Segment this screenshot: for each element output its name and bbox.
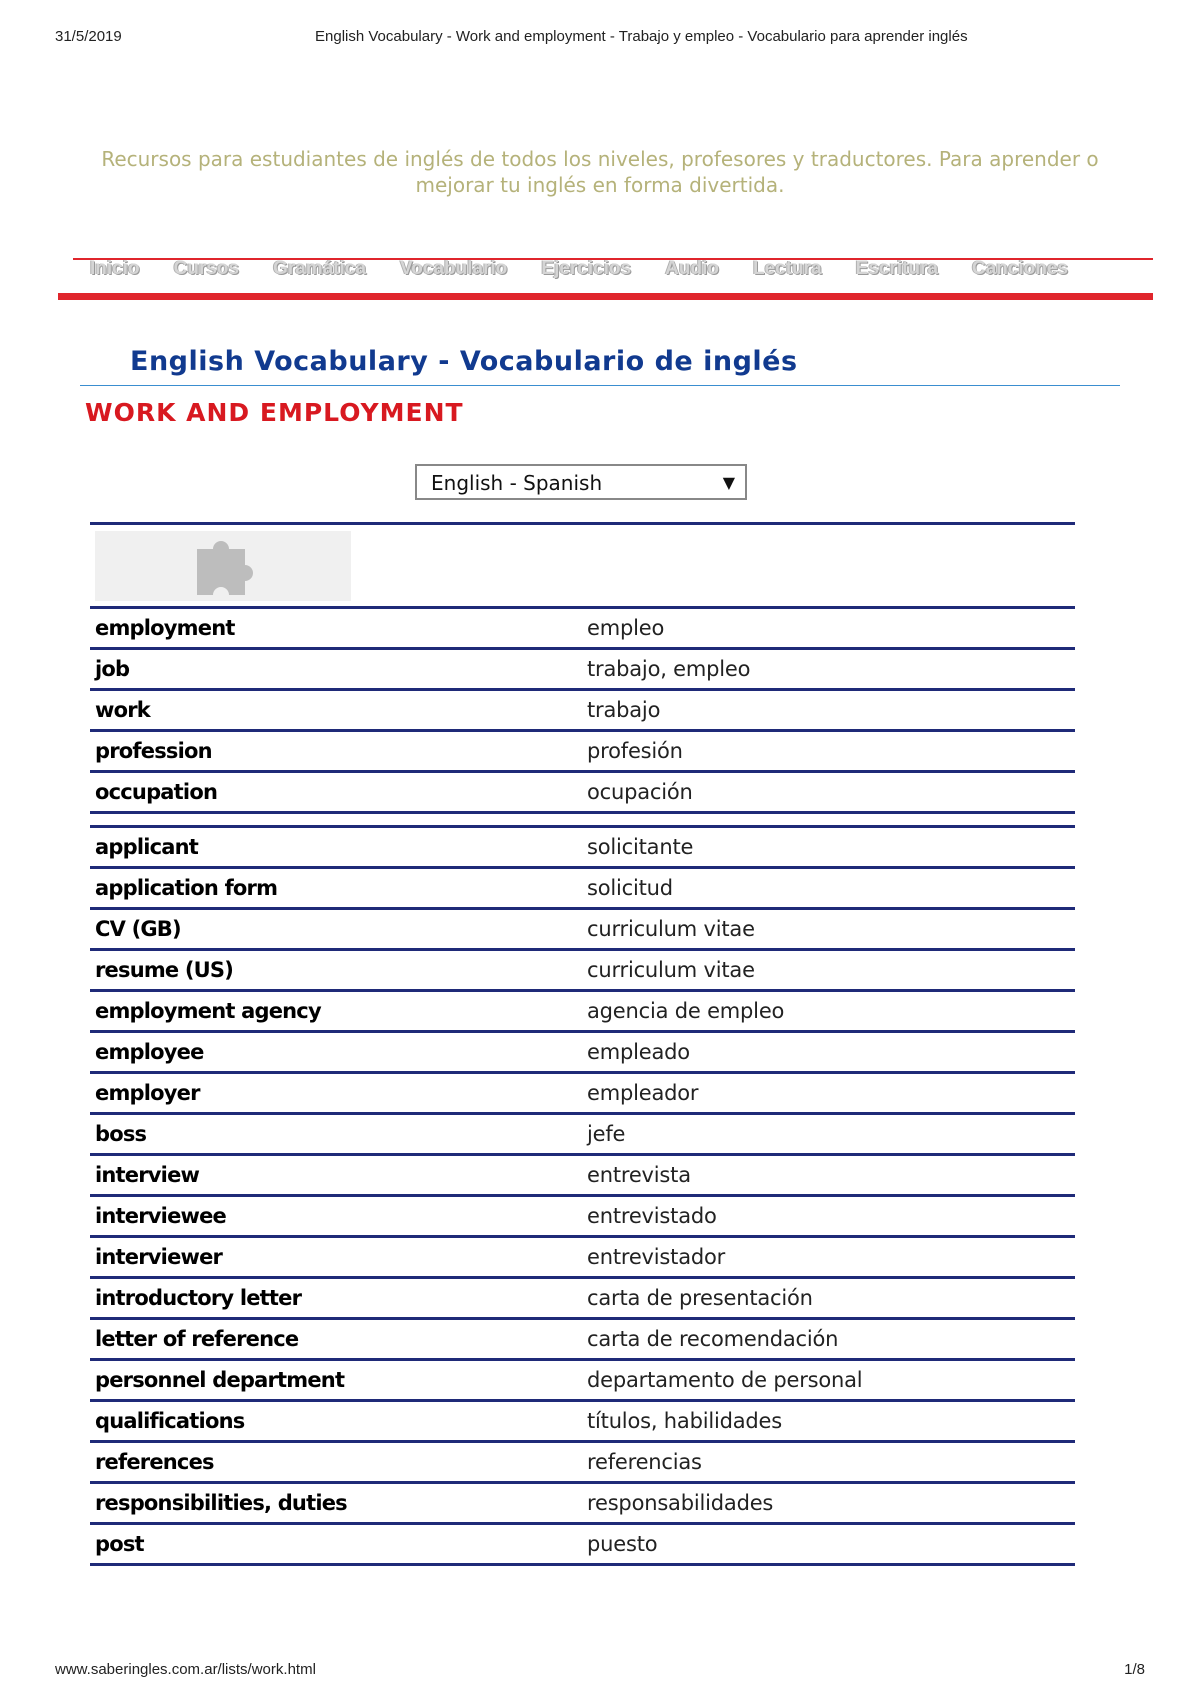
english-term: resume (US) [90,950,582,991]
vocab-row [90,1319,1075,1360]
english-term: employment agency [90,991,582,1032]
vocab-row [90,649,1075,690]
nav-bottom-divider [58,293,1153,300]
vocab-row [90,868,1075,909]
spanish-translation: carta de recomendación [582,1319,1075,1360]
spanish-translation: departamento de personal [582,1360,1075,1401]
page-title: English Vocabulary - Vocabulario de inglés [130,346,798,377]
spanish-translation: trabajo, empleo [582,649,1075,690]
english-term: profession [90,731,582,772]
spanish-translation: profesión [582,731,1075,772]
english-term: boss [90,1114,582,1155]
spanish-translation: curriculum vitae [582,950,1075,991]
print-footer [55,1661,1145,1681]
main-nav [73,258,1153,296]
spanish-translation: responsabilidades [582,1483,1075,1524]
spanish-translation: carta de presentación [582,1278,1075,1319]
english-term: application form [90,868,582,909]
spanish-translation: puesto [582,1524,1075,1565]
vocab-row [90,1524,1075,1565]
english-term: letter of reference [90,1319,582,1360]
nav-item-canciones[interactable]: Canciones [972,258,1069,279]
nav-item-lectura[interactable]: Lectura [753,258,822,279]
site-tagline: Recursos para estudiantes de inglés de todos los niveles, profesores y traductores. Para aprender o mejorar tu inglés en forma divertida. [101,147,1099,197]
nav-item-gramatica[interactable]: Gramática [273,258,367,279]
vocab-row [90,1360,1075,1401]
image-placeholder [95,531,351,601]
spanish-translation: empleo [582,608,1075,649]
spanish-translation: agencia de empleo [582,991,1075,1032]
image-row [90,524,1075,608]
spanish-translation: jefe [582,1114,1075,1155]
english-term: work [90,690,582,731]
vocab-row [90,827,1075,868]
vocab-row [90,1237,1075,1278]
title-divider [80,385,1120,386]
vocab-row [90,772,1075,813]
spanish-translation: entrevistado [582,1196,1075,1237]
nav-item-ejercicios[interactable]: Ejercicios [541,258,632,279]
language-pair-select[interactable] [415,464,747,500]
vocab-row [90,608,1075,649]
english-term: employer [90,1073,582,1114]
spanish-translation: referencias [582,1442,1075,1483]
nav-item-inicio[interactable]: Inicio [90,258,140,279]
english-term: post [90,1524,582,1565]
english-term: qualifications [90,1401,582,1442]
spanish-translation: solicitud [582,868,1075,909]
vocabulary-table [90,522,1075,1566]
spanish-translation: trabajo [582,690,1075,731]
english-term: responsibilities, duties [90,1483,582,1524]
nav-item-escritura[interactable]: Escritura [855,258,939,279]
vocab-row [90,1073,1075,1114]
english-term: employment [90,608,582,649]
vocab-row [90,1483,1075,1524]
spanish-translation: entrevista [582,1155,1075,1196]
vocab-row [90,1155,1075,1196]
print-header [55,28,1145,48]
english-term: interviewer [90,1237,582,1278]
group-separator [90,813,1075,827]
spanish-translation: empleado [582,1032,1075,1073]
english-term: job [90,649,582,690]
triangle-down-icon: ▼ [722,473,735,492]
language-pair-value: English - Spanish [431,471,603,495]
vocab-row [90,1196,1075,1237]
english-term: interviewee [90,1196,582,1237]
vocab-row [90,731,1075,772]
spanish-translation: ocupación [582,772,1075,813]
spanish-translation: curriculum vitae [582,909,1075,950]
page-url: www.saberingles.com.ar/lists/work.html [55,1661,316,1678]
vocab-row [90,1442,1075,1483]
english-term: personnel department [90,1360,582,1401]
vocab-row [90,1032,1075,1073]
vocab-row [90,1401,1075,1442]
english-term: interview [90,1155,582,1196]
section-title: WORK AND EMPLOYMENT [85,398,464,427]
spanish-translation: solicitante [582,827,1075,868]
spanish-translation: entrevistador [582,1237,1075,1278]
vocab-row [90,909,1075,950]
vocab-row [90,1114,1075,1155]
print-date: 31/5/2019 [55,28,122,45]
vocab-row [90,690,1075,731]
english-term: employee [90,1032,582,1073]
nav-item-cursos[interactable]: Cursos [173,258,240,279]
english-term: CV (GB) [90,909,582,950]
english-term: occupation [90,772,582,813]
page-number: 1/8 [1124,1661,1145,1678]
nav-item-audio[interactable]: Audio [665,258,719,279]
vocab-row [90,1278,1075,1319]
english-term: introductory letter [90,1278,582,1319]
puzzle-piece-icon [193,535,257,597]
english-term: references [90,1442,582,1483]
spanish-translation: títulos, habilidades [582,1401,1075,1442]
nav-item-vocabulario[interactable]: Vocabulario [400,258,508,279]
spanish-translation: empleador [582,1073,1075,1114]
vocab-row [90,950,1075,991]
english-term: applicant [90,827,582,868]
vocab-row [90,991,1075,1032]
print-page-title: English Vocabulary - Work and employment - Trabajo y empleo - Vocabulario para aprender inglés [315,28,968,45]
